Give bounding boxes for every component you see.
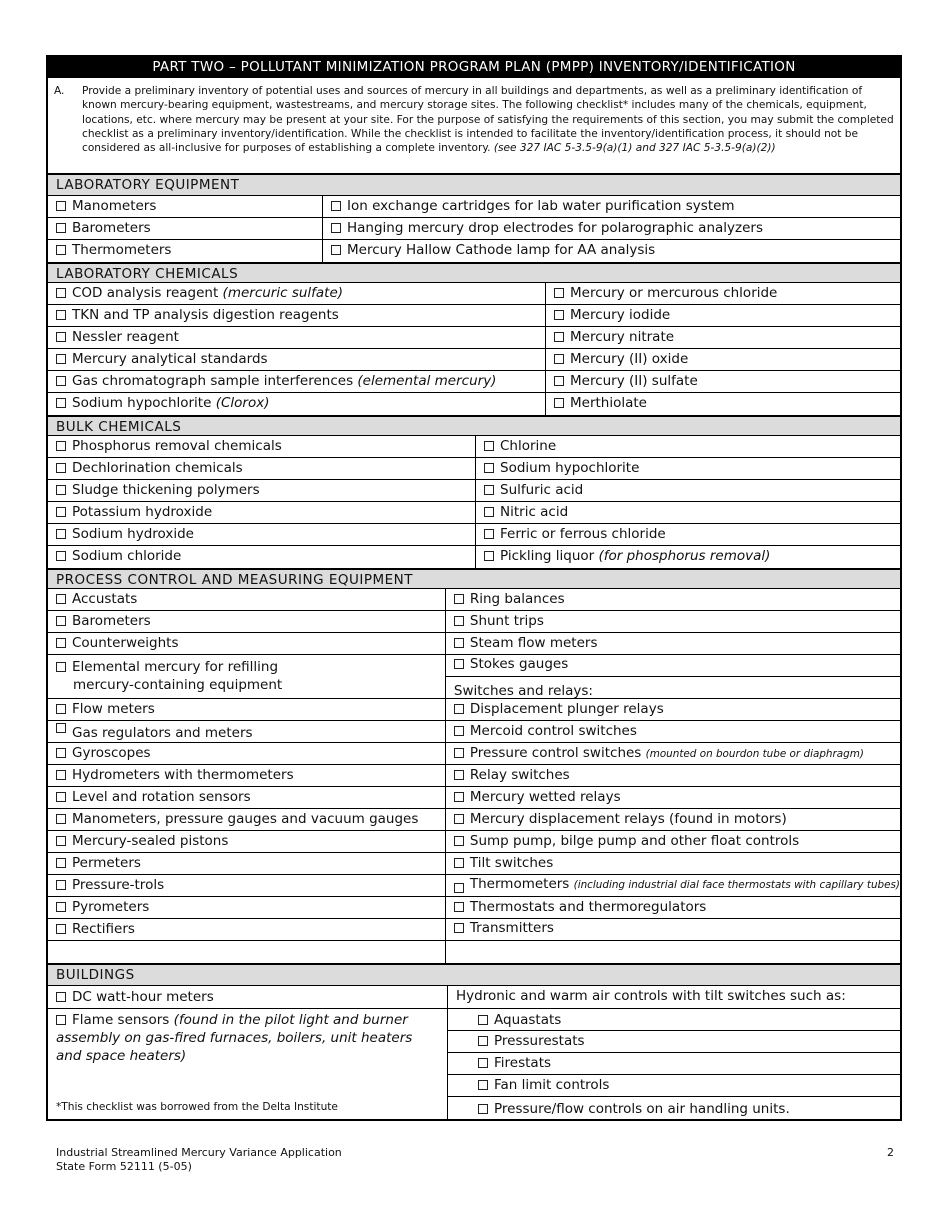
checkbox[interactable] xyxy=(56,858,66,868)
form-title: PART TWO – POLLUTANT MINIMIZATION PROGRAM PLAN (PMPP) INVENTORY/IDENTIFICATION xyxy=(48,57,900,78)
checkbox[interactable] xyxy=(454,616,464,626)
checkbox[interactable] xyxy=(454,792,464,802)
checkbox[interactable] xyxy=(56,332,66,342)
checkbox[interactable] xyxy=(454,923,464,933)
empty-row xyxy=(446,941,900,963)
checklist-item[interactable]: Pressure/flow controls on air handling units. xyxy=(448,1097,900,1119)
checklist-item[interactable]: Fan limit controls xyxy=(448,1075,900,1097)
checklist-item[interactable]: Manometers, pressure gauges and vacuum gauges xyxy=(48,809,445,831)
checkbox[interactable] xyxy=(56,814,66,824)
checklist-item[interactable]: Flow meters xyxy=(48,699,445,721)
checklist-item[interactable]: Stokes gauges xyxy=(446,655,900,677)
checkbox[interactable] xyxy=(56,594,66,604)
checklist-item[interactable]: Pyrometers xyxy=(48,897,445,919)
checklist-item[interactable]: Mercury Hallow Cathode lamp for AA analysis xyxy=(323,240,900,262)
checkbox[interactable] xyxy=(454,594,464,604)
checklist-item[interactable]: Mercury nitrate xyxy=(546,327,900,348)
checkbox[interactable] xyxy=(56,463,66,473)
checkbox[interactable] xyxy=(554,310,564,320)
checkbox[interactable] xyxy=(454,659,464,669)
checklist-item[interactable]: Thermostats and thermoregulators xyxy=(446,897,900,919)
page-number: 2 xyxy=(887,1146,894,1159)
checklist-item[interactable]: COD analysis reagent (mercuric sulfate) xyxy=(48,283,546,304)
page-footer xyxy=(56,1146,342,1174)
checklist-item[interactable]: Displacement plunger relays xyxy=(446,699,900,721)
checkbox[interactable] xyxy=(56,902,66,912)
checklist-item[interactable]: Barometers xyxy=(48,611,445,633)
checklist-item[interactable]: Pickling liquor (for phosphorus removal) xyxy=(476,546,900,568)
checkbox[interactable] xyxy=(454,836,464,846)
checkbox[interactable] xyxy=(478,1104,488,1114)
footnote: *This checklist was borrowed from the Delta Institute xyxy=(56,1101,338,1113)
checkbox[interactable] xyxy=(454,883,464,893)
checklist-item[interactable]: Thermometers xyxy=(48,240,323,262)
checklist-item[interactable]: Sodium hypochlorite (Clorox) xyxy=(48,393,546,415)
checkbox[interactable] xyxy=(56,723,66,733)
checklist-item[interactable]: Level and rotation sensors xyxy=(48,787,445,809)
buildings-table xyxy=(48,986,900,1119)
checkbox[interactable] xyxy=(56,245,66,255)
section-lab-chemicals: LABORATORY CHEMICALS xyxy=(48,262,900,283)
checkbox[interactable] xyxy=(56,836,66,846)
checklist-item[interactable]: Sodium chloride xyxy=(48,546,476,568)
checklist-item[interactable]: Pressure control switches (mounted on bourdon tube or diaphragm) xyxy=(446,743,900,765)
checkbox[interactable] xyxy=(56,704,66,714)
intro-section xyxy=(48,78,900,175)
checkbox[interactable] xyxy=(56,485,66,495)
checkbox[interactable] xyxy=(56,223,66,233)
checklist-item[interactable]: Sodium hydroxide xyxy=(48,524,476,545)
checklist-item[interactable]: Nitric acid xyxy=(476,502,900,523)
checklist-item[interactable]: Phosphorus removal chemicals xyxy=(48,436,476,457)
checkbox[interactable] xyxy=(454,638,464,648)
footer-form-name: Industrial Streamlined Mercury Variance Application xyxy=(56,1146,342,1159)
checklist-item[interactable]: Mercoid control switches xyxy=(446,721,900,743)
checklist-item[interactable]: Gas chromatograph sample interferences (elemental mercury) xyxy=(48,371,546,392)
checklist-item[interactable]: Mercury analytical standards xyxy=(48,349,546,370)
checklist-item[interactable]: Firestats xyxy=(448,1053,900,1075)
checklist-item[interactable]: Hanging mercury drop electrodes for polarographic analyzers xyxy=(323,218,900,239)
checkbox[interactable] xyxy=(56,992,66,1002)
checklist-item[interactable]: Ferric or ferrous chloride xyxy=(476,524,900,545)
checklist-item[interactable]: DC watt-hour meters xyxy=(48,986,447,1009)
checklist-item[interactable]: Manometers xyxy=(48,196,323,217)
checklist-item[interactable]: Rectifiers xyxy=(48,919,445,941)
checkbox[interactable] xyxy=(56,376,66,386)
section-process-control: PROCESS CONTROL AND MEASURING EQUIPMENT xyxy=(48,568,900,589)
checkbox[interactable] xyxy=(478,1080,488,1090)
checkbox[interactable] xyxy=(554,376,564,386)
checklist-item[interactable]: Shunt trips xyxy=(446,611,900,633)
checkbox[interactable] xyxy=(454,748,464,758)
checkbox[interactable] xyxy=(478,1036,488,1046)
checkbox[interactable] xyxy=(484,507,494,517)
checkbox[interactable] xyxy=(331,201,341,211)
checklist-item[interactable]: Merthiolate xyxy=(546,393,900,415)
checklist-item[interactable]: Mercury displacement relays (found in motors) xyxy=(446,809,900,831)
checkbox[interactable] xyxy=(56,551,66,561)
checklist-item[interactable]: Ring balances xyxy=(446,589,900,611)
checkbox[interactable] xyxy=(478,1058,488,1068)
checkbox[interactable] xyxy=(56,748,66,758)
checklist-item[interactable]: Mercury (II) oxide xyxy=(546,349,900,370)
checkbox[interactable] xyxy=(56,310,66,320)
checkbox[interactable] xyxy=(56,616,66,626)
checkbox[interactable] xyxy=(484,441,494,451)
checklist-item[interactable]: Aquastats xyxy=(448,1009,900,1031)
checkbox[interactable] xyxy=(56,398,66,408)
checkbox[interactable] xyxy=(454,814,464,824)
checklist-item[interactable]: Nessler reagent xyxy=(48,327,546,348)
checklist-item[interactable]: Relay switches xyxy=(446,765,900,787)
checkbox[interactable] xyxy=(484,463,494,473)
checkbox[interactable] xyxy=(454,704,464,714)
checkbox[interactable] xyxy=(554,398,564,408)
checklist-item[interactable]: Flame sensors (found in the pilot light and burner assembly on gas-fired furnaces, boilers, unit heaters and space heaters) xyxy=(56,1012,413,1064)
checkbox[interactable] xyxy=(454,902,464,912)
process-control-table xyxy=(48,589,900,965)
checklist-item[interactable]: Hydrometers with thermometers xyxy=(48,765,445,787)
checklist-item[interactable]: Barometers xyxy=(48,218,323,239)
checklist-item[interactable]: TKN and TP analysis digestion reagents xyxy=(48,305,546,326)
checklist-item[interactable]: Sodium hypochlorite xyxy=(476,458,900,479)
checklist-item[interactable]: Accustats xyxy=(48,589,445,611)
checkbox[interactable] xyxy=(484,485,494,495)
section-buildings: BUILDINGS xyxy=(48,965,900,986)
checkbox[interactable] xyxy=(56,288,66,298)
intro-text: Provide a preliminary inventory of potential uses and sources of mercury in all buildings and departments, as well as a preliminary identification of known mercury-bearing equipment, wastestreams, and mercury storage sites. The following checklist* includes many of the chemicals, equipment, locations, etc. where mercury may be present at your site. For the purpose of satisfying the requirements of this section, you may submit the completed checklist as a preliminary inventory/identification. While the checklist is intended to facilitate the inventory/identification process, it should not be considered as all-inclusive for purposes of establishing a complete inventory. xyxy=(82,85,894,155)
checklist-item[interactable]: Sulfuric acid xyxy=(476,480,900,501)
checkbox[interactable] xyxy=(56,792,66,802)
checkbox[interactable] xyxy=(56,924,66,934)
checklist-item[interactable]: Dechlorination chemicals xyxy=(48,458,476,479)
checklist-item[interactable]: Sludge thickening polymers xyxy=(48,480,476,501)
checklist-item[interactable]: Steam flow meters xyxy=(446,633,900,655)
checklist-item[interactable]: Mercury iodide xyxy=(546,305,900,326)
checklist-item[interactable]: Permeters xyxy=(48,853,445,875)
checkbox[interactable] xyxy=(484,551,494,561)
section-lab-equipment: LABORATORY EQUIPMENT xyxy=(48,175,900,196)
checklist-item[interactable]: Gyroscopes xyxy=(48,743,445,765)
checkbox[interactable] xyxy=(454,726,464,736)
bulk-chemicals-table xyxy=(48,436,900,568)
checkbox[interactable] xyxy=(331,245,341,255)
checkbox[interactable] xyxy=(56,354,66,364)
checkbox[interactable] xyxy=(331,223,341,233)
checkbox[interactable] xyxy=(56,638,66,648)
checkbox[interactable] xyxy=(484,529,494,539)
checklist-item[interactable]: Pressure-trols xyxy=(48,875,445,897)
pmpp-form xyxy=(46,55,902,1121)
checkbox[interactable] xyxy=(554,332,564,342)
checklist-item[interactable]: Transmitters xyxy=(446,919,900,941)
checklist-item[interactable]: Potassium hydroxide xyxy=(48,502,476,523)
empty-row xyxy=(48,941,445,963)
checklist-item[interactable]: Mercury-sealed pistons xyxy=(48,831,445,853)
checklist-item[interactable]: Gas regulators and meters xyxy=(48,721,445,743)
checklist-item[interactable]: Mercury or mercurous chloride xyxy=(546,283,900,304)
checkbox[interactable] xyxy=(56,1015,66,1025)
checklist-item[interactable]: Ion exchange cartridges for lab water purification system xyxy=(323,196,900,217)
checklist-item[interactable]: Counterweights xyxy=(48,633,445,655)
checkbox[interactable] xyxy=(56,529,66,539)
checklist-item[interactable]: Elemental mercury for refilling mercury-containing equipment xyxy=(48,655,445,699)
checklist-item[interactable]: Pressurestats xyxy=(448,1031,900,1053)
checklist-item[interactable]: Tilt switches xyxy=(446,853,900,875)
checklist-item[interactable]: Mercury (II) sulfate xyxy=(546,371,900,392)
checkbox[interactable] xyxy=(554,288,564,298)
checklist-item[interactable]: Thermometers (including industrial dial face thermostats with capillary tubes) xyxy=(446,875,900,897)
hydronic-label: Hydronic and warm air controls with tilt switches such as: xyxy=(448,986,900,1009)
checklist-item[interactable]: Sump pump, bilge pump and other float controls xyxy=(446,831,900,853)
checkbox[interactable] xyxy=(56,662,66,672)
lab-chemicals-table xyxy=(48,283,900,415)
checkbox[interactable] xyxy=(454,858,464,868)
checklist-item[interactable]: Chlorine xyxy=(476,436,900,457)
section-bulk-chemicals: BULK CHEMICALS xyxy=(48,415,900,436)
intro-citation: (see 327 IAC 5-3.5-9(a)(1) and 327 IAC 5-3.5-9(a)(2)) xyxy=(493,142,776,155)
checkbox[interactable] xyxy=(454,770,464,780)
checkbox[interactable] xyxy=(56,880,66,890)
switches-label: Switches and relays: xyxy=(446,677,900,699)
checklist-item[interactable]: Mercury wetted relays xyxy=(446,787,900,809)
checkbox[interactable] xyxy=(56,507,66,517)
checkbox[interactable] xyxy=(56,441,66,451)
footer-form-number: State Form 52111 (5-05) xyxy=(56,1160,192,1173)
checkbox[interactable] xyxy=(56,770,66,780)
checkbox[interactable] xyxy=(554,354,564,364)
checkbox[interactable] xyxy=(56,201,66,211)
checkbox[interactable] xyxy=(478,1015,488,1025)
intro-label: A. xyxy=(54,85,65,97)
lab-equipment-table xyxy=(48,196,900,262)
